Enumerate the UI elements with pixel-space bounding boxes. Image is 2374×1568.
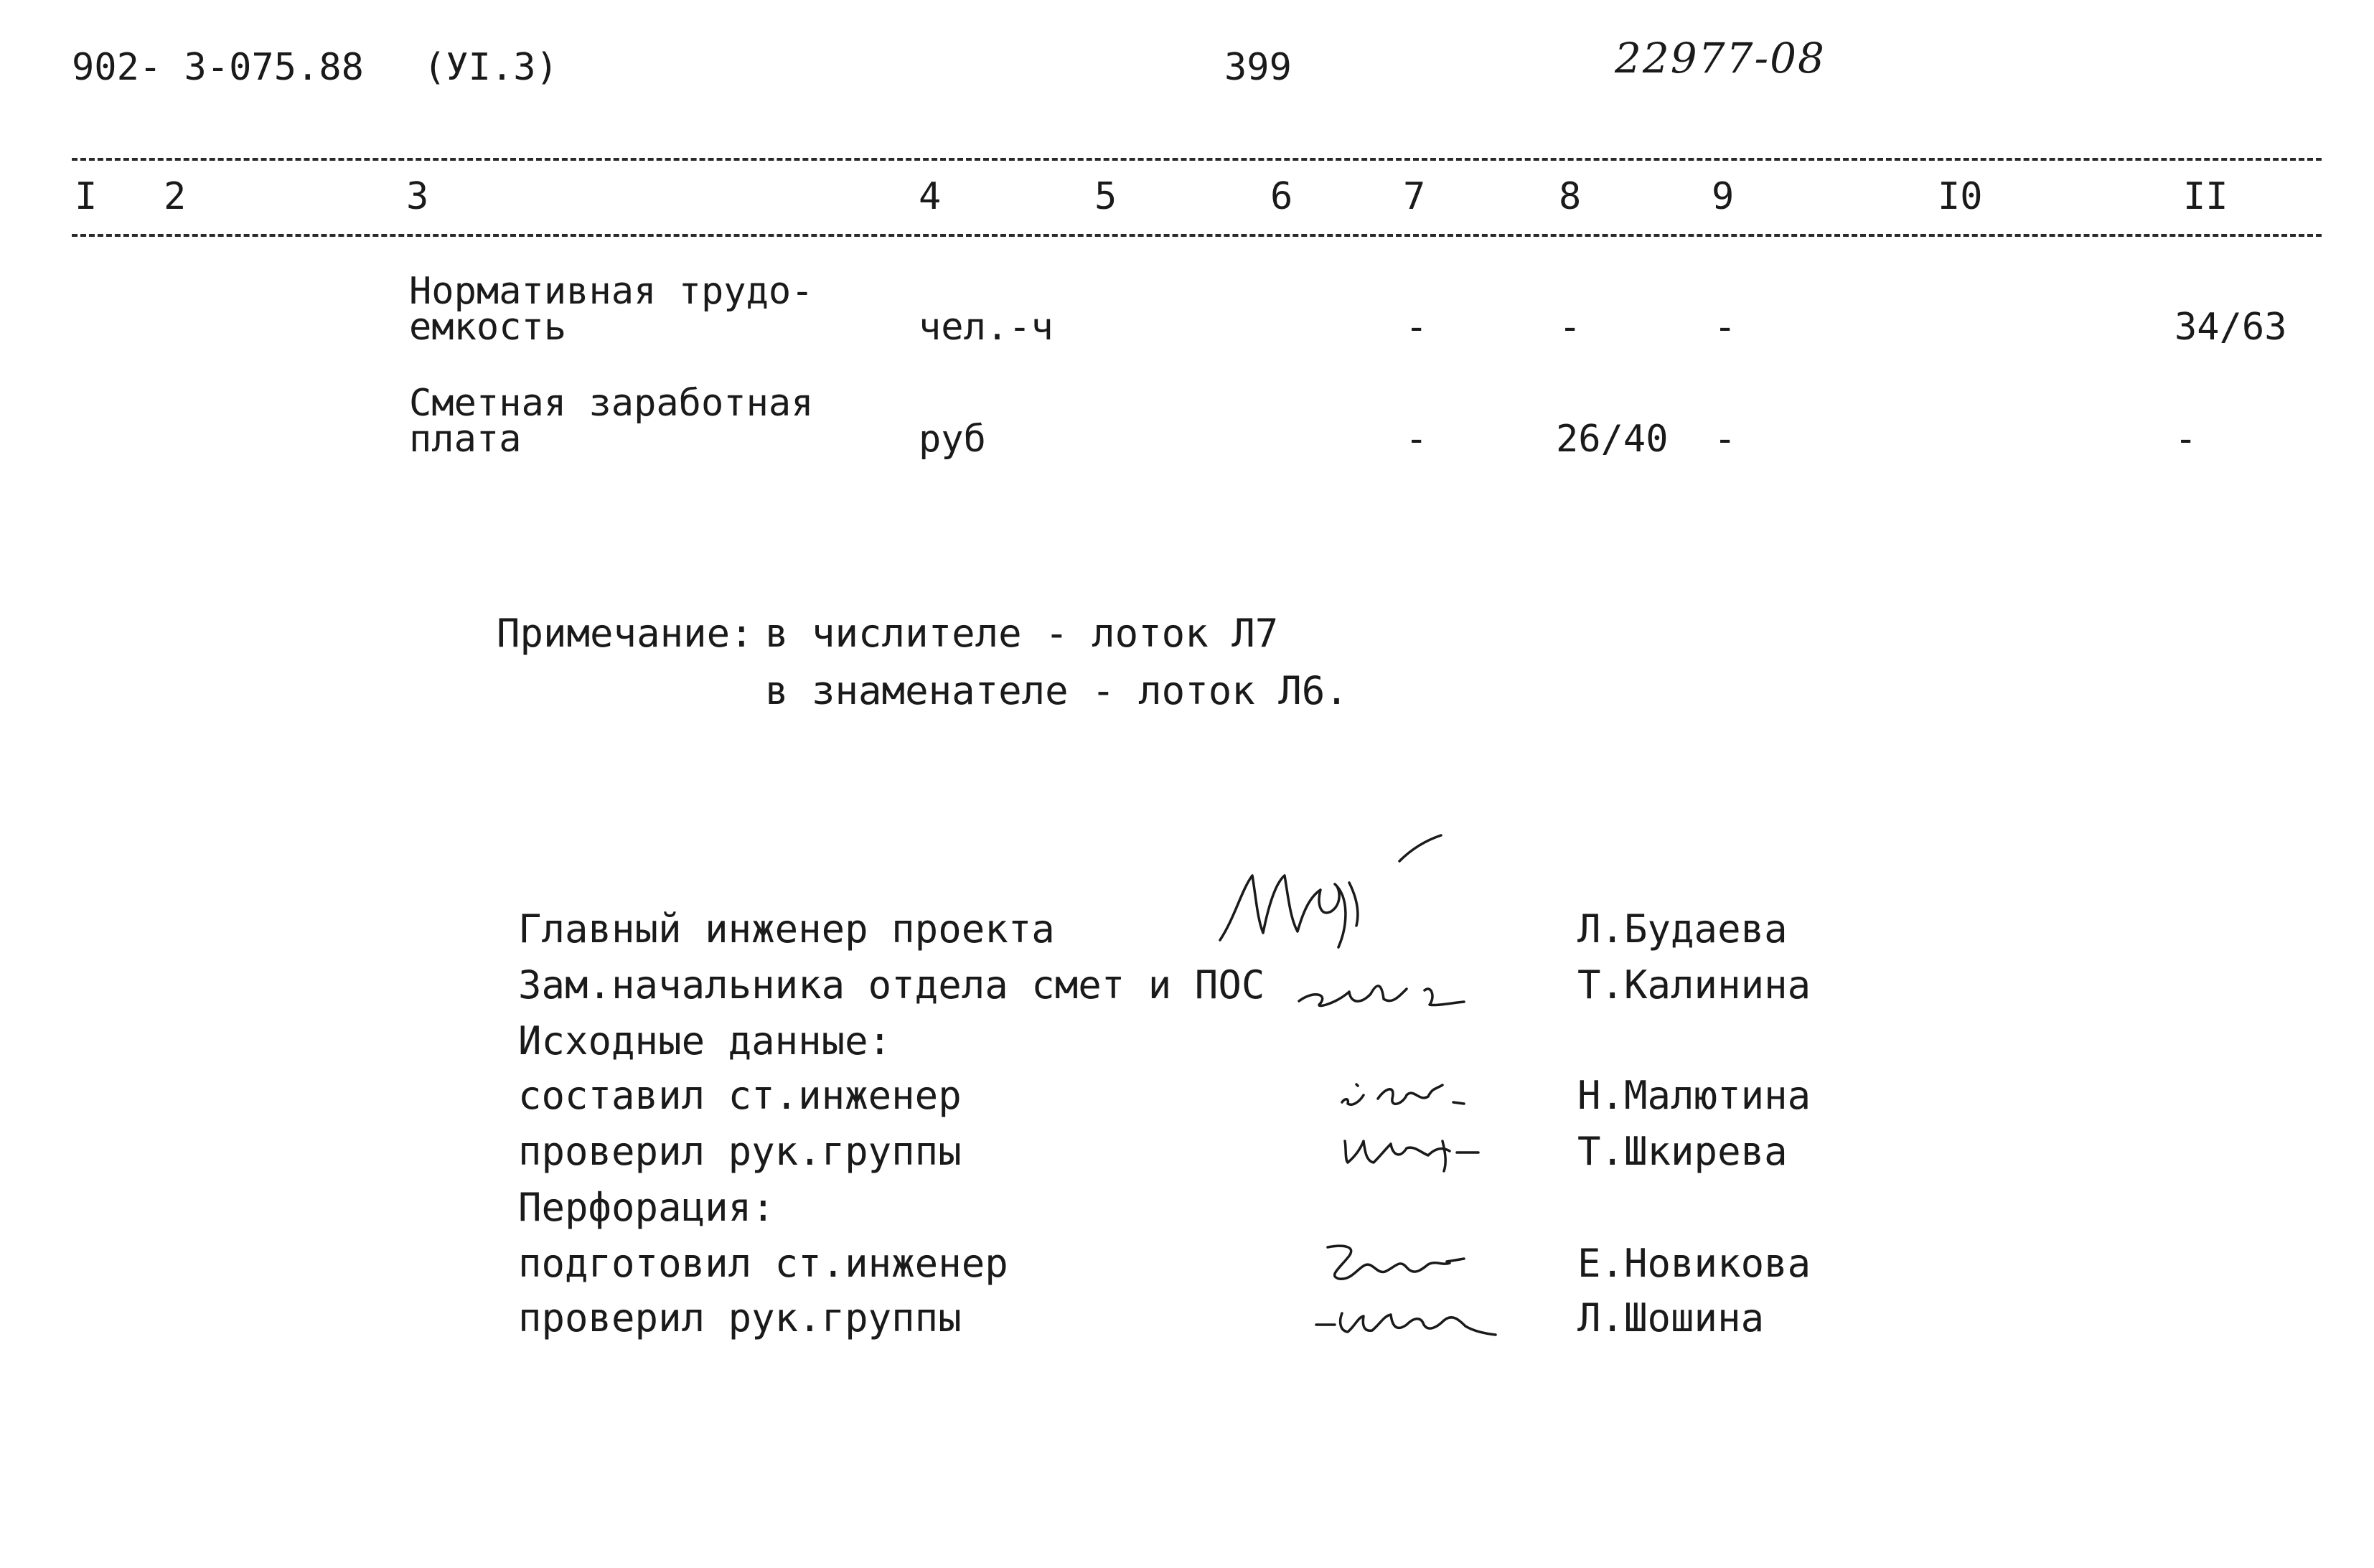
row-col9: - — [1714, 418, 1737, 461]
handwritten-signature — [1306, 1234, 1471, 1292]
document-code: 902- 3-075.88 — [72, 46, 364, 89]
note-label: Примечание: — [497, 611, 754, 656]
signature-name: Е.Новикова — [1577, 1241, 1811, 1286]
section-heading: Исходные данные: — [518, 1018, 892, 1064]
row-col8: - — [1559, 306, 1582, 349]
row-name-line1: Сметная заработная — [409, 382, 814, 425]
column-number: 4 — [919, 175, 942, 218]
signature-role: проверил рук.группы — [518, 1129, 962, 1174]
handwritten-signature — [1213, 832, 1457, 954]
column-number: I0 — [1938, 175, 1983, 218]
handwritten-signature — [1335, 1066, 1478, 1117]
handwritten-signature — [1335, 1119, 1493, 1177]
note-line1: в числителе - лоток Л7 — [765, 611, 1279, 656]
row-col7: - — [1405, 418, 1428, 461]
column-number: 9 — [1712, 175, 1735, 218]
column-number: II — [2183, 175, 2228, 218]
note-line2: в знаменателе - лоток Л6. — [765, 668, 1348, 713]
signature-name: Л.Шошина — [1577, 1295, 1765, 1341]
signature-role: составил ст.инженер — [518, 1073, 962, 1118]
signature-name: Т.Шкирева — [1577, 1129, 1788, 1174]
section-heading: Перфорация: — [518, 1185, 775, 1230]
page-number: 399 — [1224, 46, 1292, 89]
table-top-rule — [72, 158, 2322, 161]
table-header-rule — [72, 234, 2322, 237]
signature-name: Т.Калинина — [1577, 962, 1811, 1008]
column-number: 6 — [1270, 175, 1293, 218]
signature-role: Зам.начальника отдела смет и ПОС — [518, 962, 1265, 1008]
signature-name: Н.Малютина — [1577, 1073, 1811, 1118]
signature-role: Главный инженер проекта — [518, 906, 1055, 952]
row-col11: 34/63 — [2174, 306, 2287, 349]
inventory-number: 22977-08 — [1615, 34, 1826, 83]
row-unit: руб — [919, 418, 986, 461]
column-number: I — [75, 175, 98, 218]
row-name-line2: емкость — [409, 306, 567, 349]
column-number: 8 — [1559, 175, 1582, 218]
row-col8: 26/40 — [1556, 418, 1669, 461]
handwritten-signature — [1292, 962, 1478, 1019]
row-unit: чел.-ч — [919, 306, 1054, 349]
column-number: 3 — [406, 175, 429, 218]
row-name-line2: плата — [409, 418, 522, 461]
row-col9: - — [1714, 306, 1737, 349]
signature-role: подготовил ст.инженер — [518, 1241, 1008, 1286]
handwritten-signature — [1306, 1292, 1507, 1349]
row-col7: - — [1405, 306, 1428, 349]
volume-label: (УI.3) — [423, 46, 558, 89]
row-col11: - — [2174, 418, 2197, 461]
signature-name: Л.Будаева — [1577, 906, 1788, 952]
column-number: 5 — [1094, 175, 1117, 218]
column-number: 7 — [1403, 175, 1426, 218]
column-number: 2 — [164, 175, 187, 218]
signature-role: проверил рук.группы — [518, 1295, 962, 1341]
row-name-line1: Нормативная трудо- — [409, 270, 814, 313]
